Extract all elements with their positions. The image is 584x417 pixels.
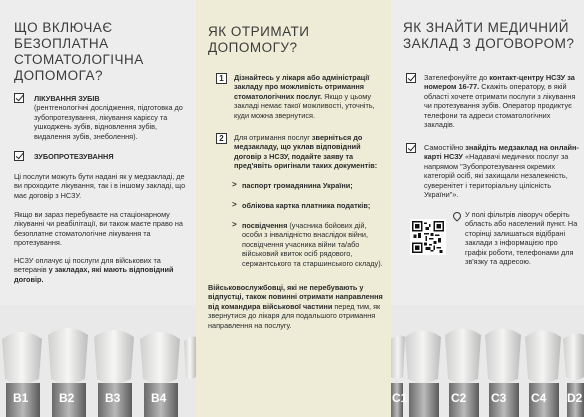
- doc-certificate-rest: (учасника бойових дій, особи з інвалідністю внаслідок війни, посвідчення учасника війни та/або військовий квиток осіб рядового, сержантського та старшинського складу).: [242, 221, 383, 268]
- military-note-a: Військовослужбовці, які не перебувають у відпустці, також повинні отримати направлення від командира військової частини: [208, 283, 383, 311]
- doc-passport: [242, 181, 384, 190]
- checkbox-icon: [406, 143, 416, 153]
- step-1-text-a: Дізнайтесь у лікаря або адміністрації закладу про можливість отримання стоматологічних послуг.: [234, 73, 370, 101]
- panel2-title: ЯК ОТРИМАТИ ДОПОМОГУ?: [208, 24, 310, 55]
- shade-label-c2: C2: [451, 391, 467, 405]
- item-online-map-c: «Надавачі медичних послуг за напрямом "Зубопротезування окремих категорій осіб, які захищали незалежність, суверенітет і територіальну цілісність України"».: [424, 152, 569, 200]
- item-filter-instructions: У полі фільтрів ліворуч оберіть область або населений пункт. На сторінці залишаться відібрані заклади з інформацією про графік роботи, телефонами для зв'язку та адресою.: [465, 210, 578, 267]
- shade-label-b1: B1: [13, 391, 29, 405]
- para-nszu-pays-a: НСЗУ оплачує ці послуги для військових та ветеранів: [14, 256, 161, 275]
- checkbox-icon: [406, 73, 416, 83]
- doc-tax-card-bold: облікова картка платника податків;: [242, 201, 371, 210]
- step-1-number: 1: [216, 73, 227, 84]
- item-online-map-a: Самостійно: [424, 143, 464, 152]
- checkbox-icon: [14, 151, 24, 161]
- shade-label-b3: B3: [105, 391, 121, 405]
- arrow-icon: >: [232, 220, 237, 229]
- shade-label-c3: C3: [491, 391, 507, 405]
- panel-find-clinic: [391, 0, 584, 417]
- military-note-b: перед тим, як звернутися до лікаря для подальшого отримання направлення на послугу.: [208, 301, 381, 330]
- step-2-number: 2: [216, 133, 227, 144]
- arrow-icon: >: [232, 180, 237, 189]
- step-1-text: [234, 73, 384, 120]
- panel-how-to-get-help: [196, 0, 391, 417]
- arrow-icon: >: [232, 200, 237, 209]
- step-2-text-b: зверніться до медзакладу, що уклав відповідний договір з НСЗУ, подайте заяву та пред'явіть оригінали таких документів:: [234, 133, 378, 171]
- item-tooth-treatment-desc: (рентгенологічні дослідження, підготовка до зубопротезування, лікування карієсу та ушкоджень зубів, відновлення зубів, видалення зубів, знеболення).: [34, 103, 183, 141]
- checkbox-icon: [14, 93, 24, 103]
- item-call-center-a: Зателефонуйте до: [424, 73, 488, 82]
- step-2-text-a: Для отримання послуг: [234, 133, 310, 142]
- tooth-shade-guide-image: [391, 305, 584, 417]
- shade-label-c4: C4: [531, 391, 547, 405]
- doc-certificate: [242, 221, 384, 268]
- para-nszu-pays: [14, 256, 188, 284]
- para-inpatient: Якщо ви зараз перебуваєте на стаціонарному лікуванні чи реабілітації, ви також маєте право на безоплатне стоматологічне лікування та протезування.: [14, 210, 183, 248]
- doc-passport-bold: паспорт громадянина України;: [242, 181, 353, 190]
- step-1-text-b: Якщо у цьому закладі немає такої можливості, уточніть, куди можна звернутися.: [234, 91, 375, 120]
- tooth-shade-guide-image: [0, 305, 196, 417]
- panel3-title: ЯК ЗНАЙТИ МЕДИЧНИЙ ЗАКЛАД З ДОГОВОРОМ?: [403, 20, 575, 51]
- item-tooth-treatment: [34, 94, 192, 141]
- doc-tax-card: [242, 201, 384, 210]
- step-2-text: [234, 133, 384, 171]
- item-tooth-treatment-label: ЛІКУВАННЯ ЗУБІВ: [34, 94, 100, 103]
- filter-pin-icon: [451, 210, 462, 221]
- item-call-center-c: Скажіть оператору, в якій області хочете отримати послуги з лікування чи протезування зубів. Оператор продиктує телефони та адреси стоматологічних закладів.: [424, 82, 576, 130]
- qr-code-icon[interactable]: [410, 219, 446, 255]
- panel1-title: ЩО ВКЛЮЧАЄ БЕЗОПЛАТНА СТОМАТОЛОГІЧНА ДОПОМОГА?: [14, 20, 144, 83]
- para-nszu-pays-b: у закладах, які мають відповідний договір.: [14, 265, 174, 284]
- item-online-map: [424, 143, 580, 199]
- para-where-provided: Ці послуги можуть бути надані як у медзакладі, де ви проходите лікування, так і в іншому закладі, що має договір з НСЗУ.: [14, 172, 186, 200]
- shade-label-c1: C1: [392, 391, 408, 405]
- shade-label-d2: D2: [567, 391, 583, 405]
- military-note: [208, 283, 384, 330]
- item-prosthetics: [34, 152, 192, 161]
- panel-dental-care-included: [0, 0, 196, 417]
- item-call-center: [424, 73, 580, 129]
- shade-label-b4: B4: [151, 391, 167, 405]
- shade-label-b2: B2: [59, 391, 75, 405]
- item-online-map-b: знайдіть медзаклад на онлайн-карті НСЗУ: [424, 143, 579, 162]
- doc-certificate-bold: посвідчення: [242, 221, 288, 230]
- item-prosthetics-label: ЗУБОПРОТЕЗУВАННЯ: [34, 152, 114, 161]
- item-call-center-b: контакт-центру НСЗУ за номером 16-77.: [424, 73, 575, 92]
